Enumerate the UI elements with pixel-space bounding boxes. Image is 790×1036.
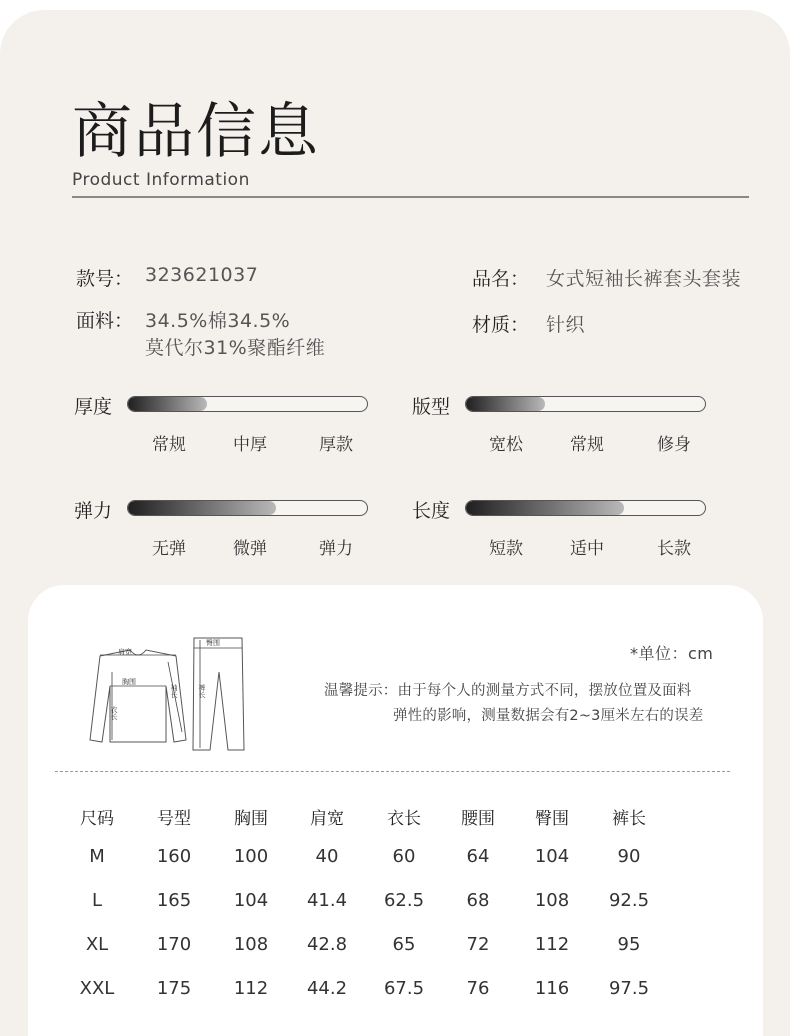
table-cell: M <box>89 846 105 867</box>
meter-option: 弹力 <box>319 539 353 559</box>
meter-label: 厚度 <box>74 396 113 418</box>
table-cell: 108 <box>534 890 570 911</box>
measurement-diagram <box>78 632 258 757</box>
table-cell: 60 <box>392 846 416 867</box>
meter-option: 中厚 <box>233 435 267 455</box>
chest-label: 胸围 <box>122 678 136 686</box>
table-cell: 100 <box>233 846 269 867</box>
measurement-tip-line1: 温馨提示：由于每个人的测量方式不同，摆放位置及面料 <box>324 683 692 699</box>
table-cell: 104 <box>233 890 269 911</box>
table-cell: 170 <box>156 934 192 955</box>
meter-fill <box>128 397 207 411</box>
meter-track <box>465 500 706 516</box>
table-header-cell: 肩宽 <box>310 809 344 829</box>
table-cell: 62.5 <box>383 890 425 911</box>
measurement-tip-line2: 弹性的影响，测量数据会有2~3厘米左右的误差 <box>393 708 704 724</box>
meter-track <box>127 500 368 516</box>
meter-option: 适中 <box>570 539 604 559</box>
table-cell: 72 <box>466 934 490 955</box>
style-no-label: 款号： <box>76 268 134 290</box>
table-cell: 112 <box>233 978 269 999</box>
table-cell: 41.4 <box>306 890 348 911</box>
table-header-cell: 胸围 <box>234 809 268 829</box>
table-cell: 116 <box>534 978 570 999</box>
title-divider <box>72 196 749 198</box>
product-name-value: 女式短袖长裤套头套装 <box>546 268 742 290</box>
meter-option: 无弹 <box>152 539 186 559</box>
table-header-cell: 衣长 <box>387 809 421 829</box>
table-cell: 67.5 <box>383 978 425 999</box>
table-header-cell: 臀围 <box>535 809 569 829</box>
table-cell: XL <box>85 934 109 955</box>
table-cell: 68 <box>466 890 490 911</box>
meter-track <box>465 396 706 412</box>
pants-length-label: 裤长 <box>198 684 206 698</box>
material-value: 针织 <box>546 314 586 336</box>
meter-fill <box>128 501 276 515</box>
table-cell: 104 <box>534 846 570 867</box>
table-cell: 95 <box>617 934 641 955</box>
meter-option: 短款 <box>489 539 523 559</box>
table-cell: 165 <box>156 890 192 911</box>
dashed-divider <box>55 771 730 772</box>
table-header-cell: 裤长 <box>612 809 646 829</box>
table-cell: 112 <box>534 934 570 955</box>
table-cell: XXL <box>79 978 115 999</box>
meter-option: 长款 <box>657 539 691 559</box>
hip-label: 臀围 <box>206 639 220 647</box>
page-subtitle: Product Information <box>72 170 250 190</box>
table-header-cell: 号型 <box>157 809 191 829</box>
meter-option: 厚款 <box>319 435 353 455</box>
table-cell: 64 <box>466 846 490 867</box>
length-label: 衣长 <box>110 706 118 720</box>
table-cell: 65 <box>392 934 416 955</box>
table-cell: L <box>91 890 103 911</box>
meter-fill <box>466 501 624 515</box>
meter-fill <box>466 397 545 411</box>
table-cell: 97.5 <box>608 978 650 999</box>
shoulder-label: 肩宽 <box>118 648 132 656</box>
meter-label: 弹力 <box>74 500 113 522</box>
table-cell: 44.2 <box>306 978 348 999</box>
table-cell: 160 <box>156 846 192 867</box>
table-cell: 108 <box>233 934 269 955</box>
sleeve-label: 袖长 <box>170 684 178 698</box>
fabric-label: 面料： <box>76 310 134 332</box>
fabric-value-line2: 莫代尔31%聚酯纤维 <box>145 337 326 359</box>
page-title: 商品信息 <box>72 97 320 167</box>
meter-track <box>127 396 368 412</box>
style-no-value: 323621037 <box>145 264 259 286</box>
meter-option: 微弹 <box>233 539 267 559</box>
table-cell: 40 <box>315 846 339 867</box>
meter-label: 版型 <box>412 396 451 418</box>
table-cell: 90 <box>617 846 641 867</box>
fabric-value-line1: 34.5%棉34.5% <box>145 310 291 332</box>
table-cell: 76 <box>466 978 490 999</box>
meter-label: 长度 <box>412 500 451 522</box>
unit-note: *单位：cm <box>630 644 714 663</box>
table-cell: 175 <box>156 978 192 999</box>
meter-option: 常规 <box>570 435 604 455</box>
table-cell: 42.8 <box>306 934 348 955</box>
table-cell: 92.5 <box>608 890 650 911</box>
product-name-label: 品名： <box>472 268 530 290</box>
meter-option: 修身 <box>657 435 691 455</box>
table-header-cell: 尺码 <box>80 809 114 829</box>
material-label: 材质： <box>472 314 530 336</box>
meter-option: 常规 <box>152 435 186 455</box>
table-header-cell: 腰围 <box>461 809 495 829</box>
meter-option: 宽松 <box>489 435 523 455</box>
